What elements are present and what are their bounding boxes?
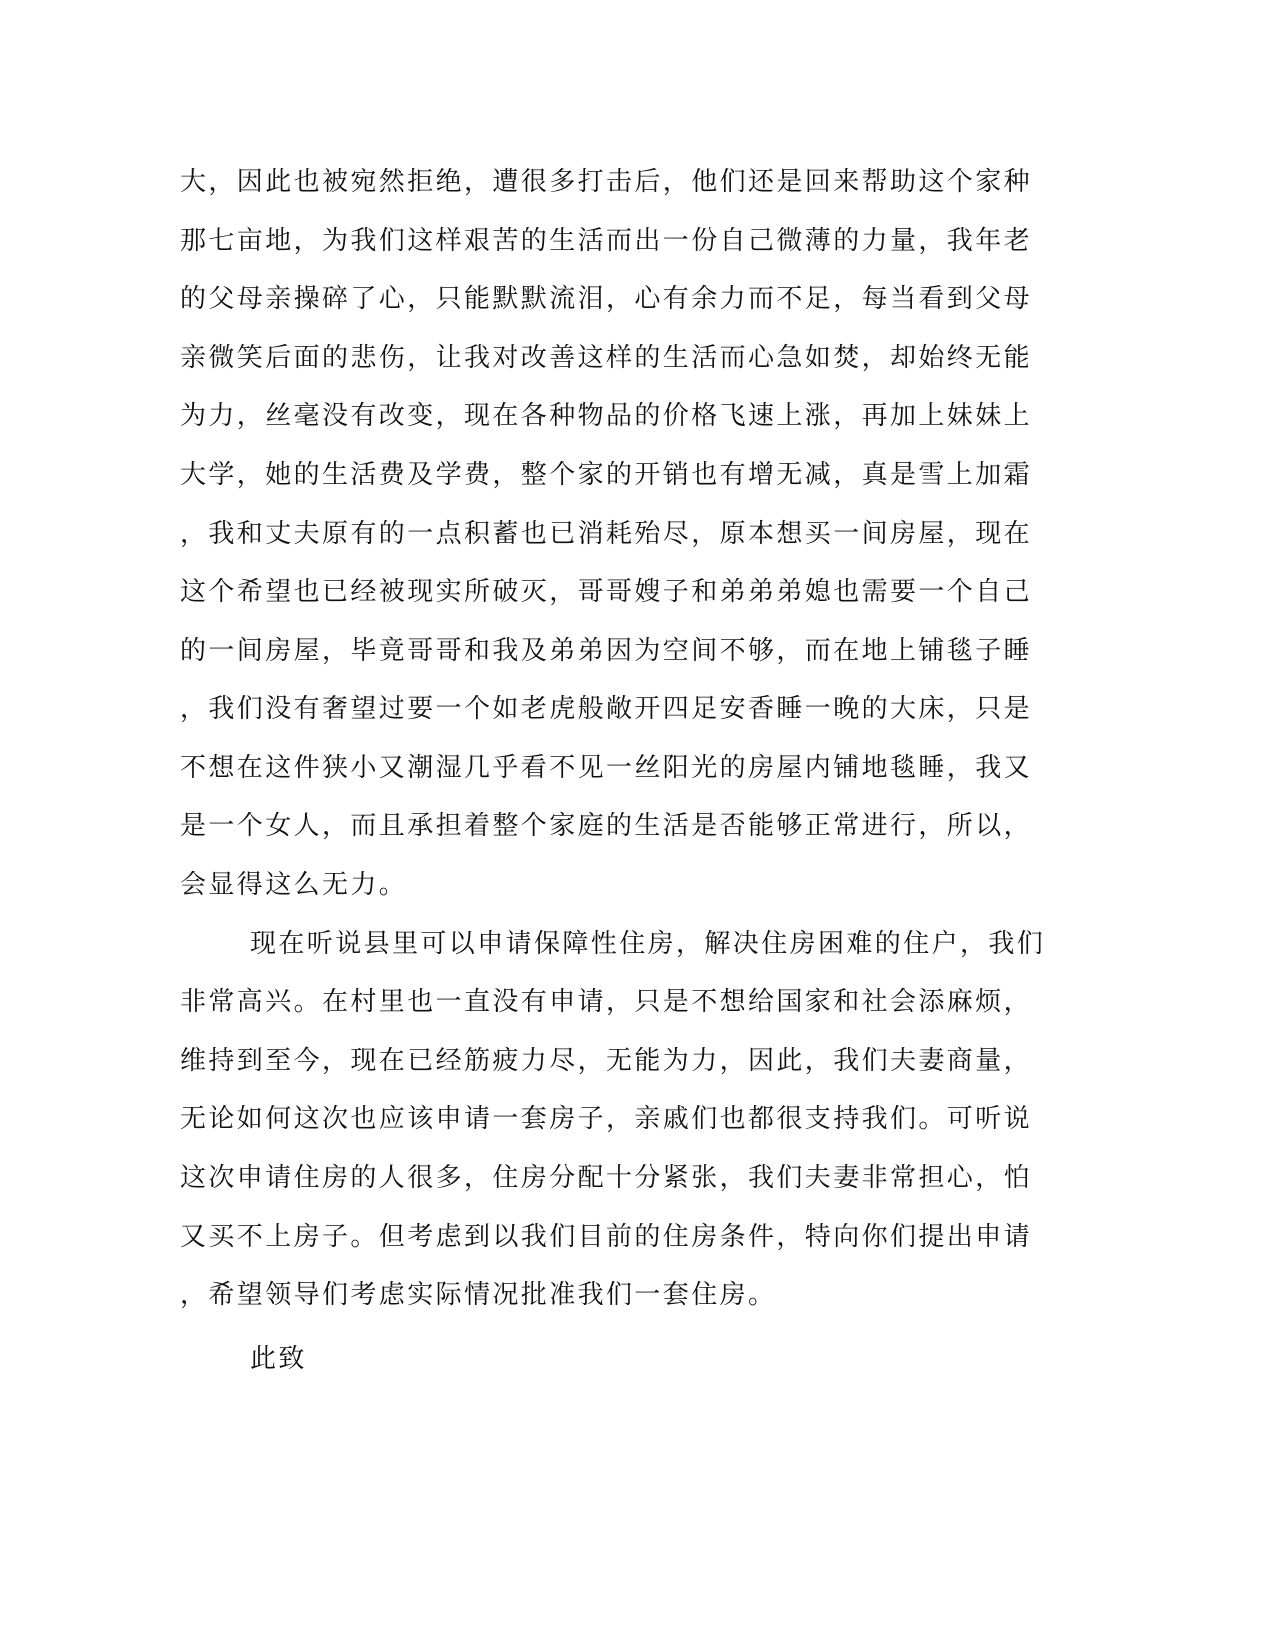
text-line: 是一个女人，而且承担着整个家庭的生活是否能够正常进行，所以， xyxy=(180,811,1033,841)
text-line: 无论如何这次也应该申请一套房子，亲戚们也都很支持我们。可听说 xyxy=(180,1104,1033,1134)
text-line: 的父母亲操碎了心，只能默默流泪，心有余力而不足，每当看到父母 xyxy=(180,284,1033,314)
text-line: 非常高兴。在村里也一直没有申请，只是不想给国家和社会添麻烦， xyxy=(180,987,1033,1017)
text-line: 亲微笑后面的悲伤，让我对改善这样的生活而心急如焚，却始终无能 xyxy=(180,343,1033,373)
text-line: ，希望领导们考虑实际情况批准我们一套住房。 xyxy=(180,1280,777,1310)
text-line: 不想在这件狭小又潮湿几乎看不见一丝阳光的房屋内铺地毯睡，我又 xyxy=(180,753,1033,783)
text-line: 那七亩地，为我们这样艰苦的生活而出一份自己微薄的力量，我年老 xyxy=(180,226,1033,256)
text-line: ，我们没有奢望过要一个如老虎般敞开四足安香睡一晚的大床，只是 xyxy=(180,694,1033,724)
text-line: 大学，她的生活费及学费，整个家的开销也有增无减，真是雪上加霜 xyxy=(180,460,1033,490)
text-line: 大，因此也被宛然拒绝，遭很多打击后，他们还是回来帮助这个家种 xyxy=(180,167,1033,197)
text-line: 维持到至今，现在已经筋疲力尽，无能为力，因此，我们夫妻商量， xyxy=(180,1046,1033,1076)
text-line: 会显得这么无力。 xyxy=(180,870,408,900)
closing-salutation: 此致 xyxy=(250,1344,307,1374)
text-line: 为力，丝毫没有改变，现在各种物品的价格飞速上涨，再加上妹妹上 xyxy=(180,401,1033,431)
text-line: 这次申请住房的人很多，住房分配十分紧张，我们夫妻非常担心，怕 xyxy=(180,1163,1033,1193)
text-line: 现在听说县里可以申请保障性住房，解决住房困难的住户，我们 xyxy=(250,929,1046,959)
text-line: 这个希望也已经被现实所破灭，哥哥嫂子和弟弟弟媳也需要一个自己 xyxy=(180,577,1033,607)
text-line: 的一间房屋，毕竟哥哥和我及弟弟因为空间不够，而在地上铺毯子睡 xyxy=(180,636,1033,666)
text-line: ，我和丈夫原有的一点积蓄也已消耗殆尽，原本想买一间房屋，现在 xyxy=(180,519,1033,549)
text-line: 又买不上房子。但考虑到以我们目前的住房条件，特向你们提出申请 xyxy=(180,1222,1033,1252)
